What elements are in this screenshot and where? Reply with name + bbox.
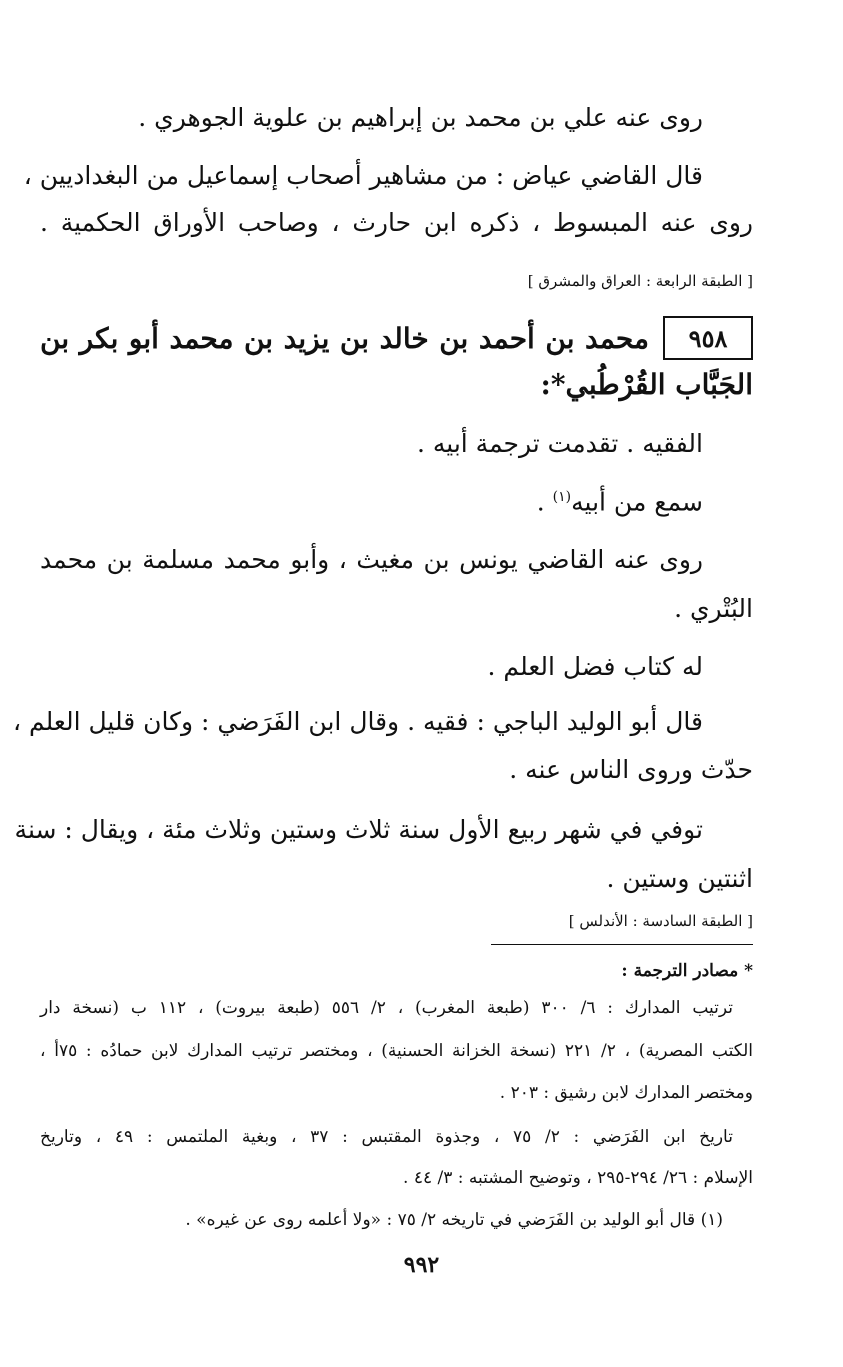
paragraph-line: له كتاب فضل العلم . xyxy=(487,652,703,681)
entry-number-box: ٩٥٨ xyxy=(663,316,753,360)
footnote-line: الإسلام : ٢٦/ ٢٩٤-٢٩٥ ، وتوضيح المشتبه : ٣/ ٤٤ . xyxy=(403,1168,753,1188)
sources-title: * مصادر الترجمة : xyxy=(621,961,753,981)
footnote-line: تاريخ ابن الفَرَضي : ٢/ ٧٥ ، وجذوة المقتبس : ٣٧ ، وبغية الملتمس : ٤٩ ، وتاريخ xyxy=(40,1127,733,1147)
footnote-ref: (١) xyxy=(552,489,572,505)
footnote-line: ومختصر المدارك لابن رشيق : ٢٠٣ . xyxy=(499,1083,753,1103)
paragraph-line: روى عنه علي بن محمد بن إبراهيم بن علوية الجوهري . xyxy=(138,103,703,132)
paragraph-text: . xyxy=(536,487,553,517)
paragraph-line: اثنتين وستين . xyxy=(606,864,753,893)
footnote-divider xyxy=(491,944,753,945)
paragraph-line: روى عنه القاضي يونس بن مغيث ، وأبو محمد مسلمة بن محمد xyxy=(40,545,703,574)
entry-heading xyxy=(40,312,753,364)
paragraph-text: سمع من أبيه xyxy=(571,487,703,517)
entry-heading-line: محمد بن أحمد بن خالد بن يزيد بن محمد أبو بكر بن xyxy=(40,321,649,355)
entry-heading-line: الجَبَّاب القُرْطُبي*: xyxy=(540,368,753,401)
paragraph-line: توفي في شهر ربيع الأول سنة ثلاث وستين وثلاث مئة ، ويقال : سنة xyxy=(14,815,703,844)
paragraph-line: الفقيه . تقدمت ترجمة أبيه . xyxy=(416,429,703,458)
paragraph-line: قال القاضي عياض : من مشاهير أصحاب إسماعيل من البغداديين ، xyxy=(23,161,703,190)
paragraph-line: قال أبو الوليد الباجي : فقيه . وقال ابن الفَرَضي : وكان قليل العلم ، xyxy=(13,707,703,736)
paragraph-line: البُتْري . xyxy=(674,594,753,623)
paragraph-line xyxy=(40,480,703,519)
footnote-line: (١) قال أبو الوليد بن الفَرَضي في تاريخه ٢/ ٧٥ : «ولا أعلمه روى عن غيره» . xyxy=(185,1210,723,1230)
tabaqa-note: [ الطبقة السادسة : الأندلس ] xyxy=(568,912,753,930)
paragraph-line: حدّث وروى الناس عنه . xyxy=(509,755,753,784)
footnote-line: ترتيب المدارك : ٦/ ٣٠٠ (طبعة المغرب) ، ٢/ ٥٥٦ (طبعة بيروت) ، ١١٢ ب (نسخة دار xyxy=(40,998,734,1018)
tabaqa-note: [ الطبقة الرابعة : العراق والمشرق ] xyxy=(527,272,753,290)
footnote-line: الكتب المصرية) ، ٢/ ٢٢١ (نسخة الخزانة الحسنية) ، ومختصر ترتيب المدارك لابن حمادُه : ٧٥أ ، xyxy=(40,1041,753,1061)
page-number: ٩٩٢ xyxy=(403,1252,440,1278)
paragraph-line: روى عنه المبسوط ، ذكره ابن حارث ، وصاحب الأوراق الحكمية . xyxy=(40,208,753,237)
